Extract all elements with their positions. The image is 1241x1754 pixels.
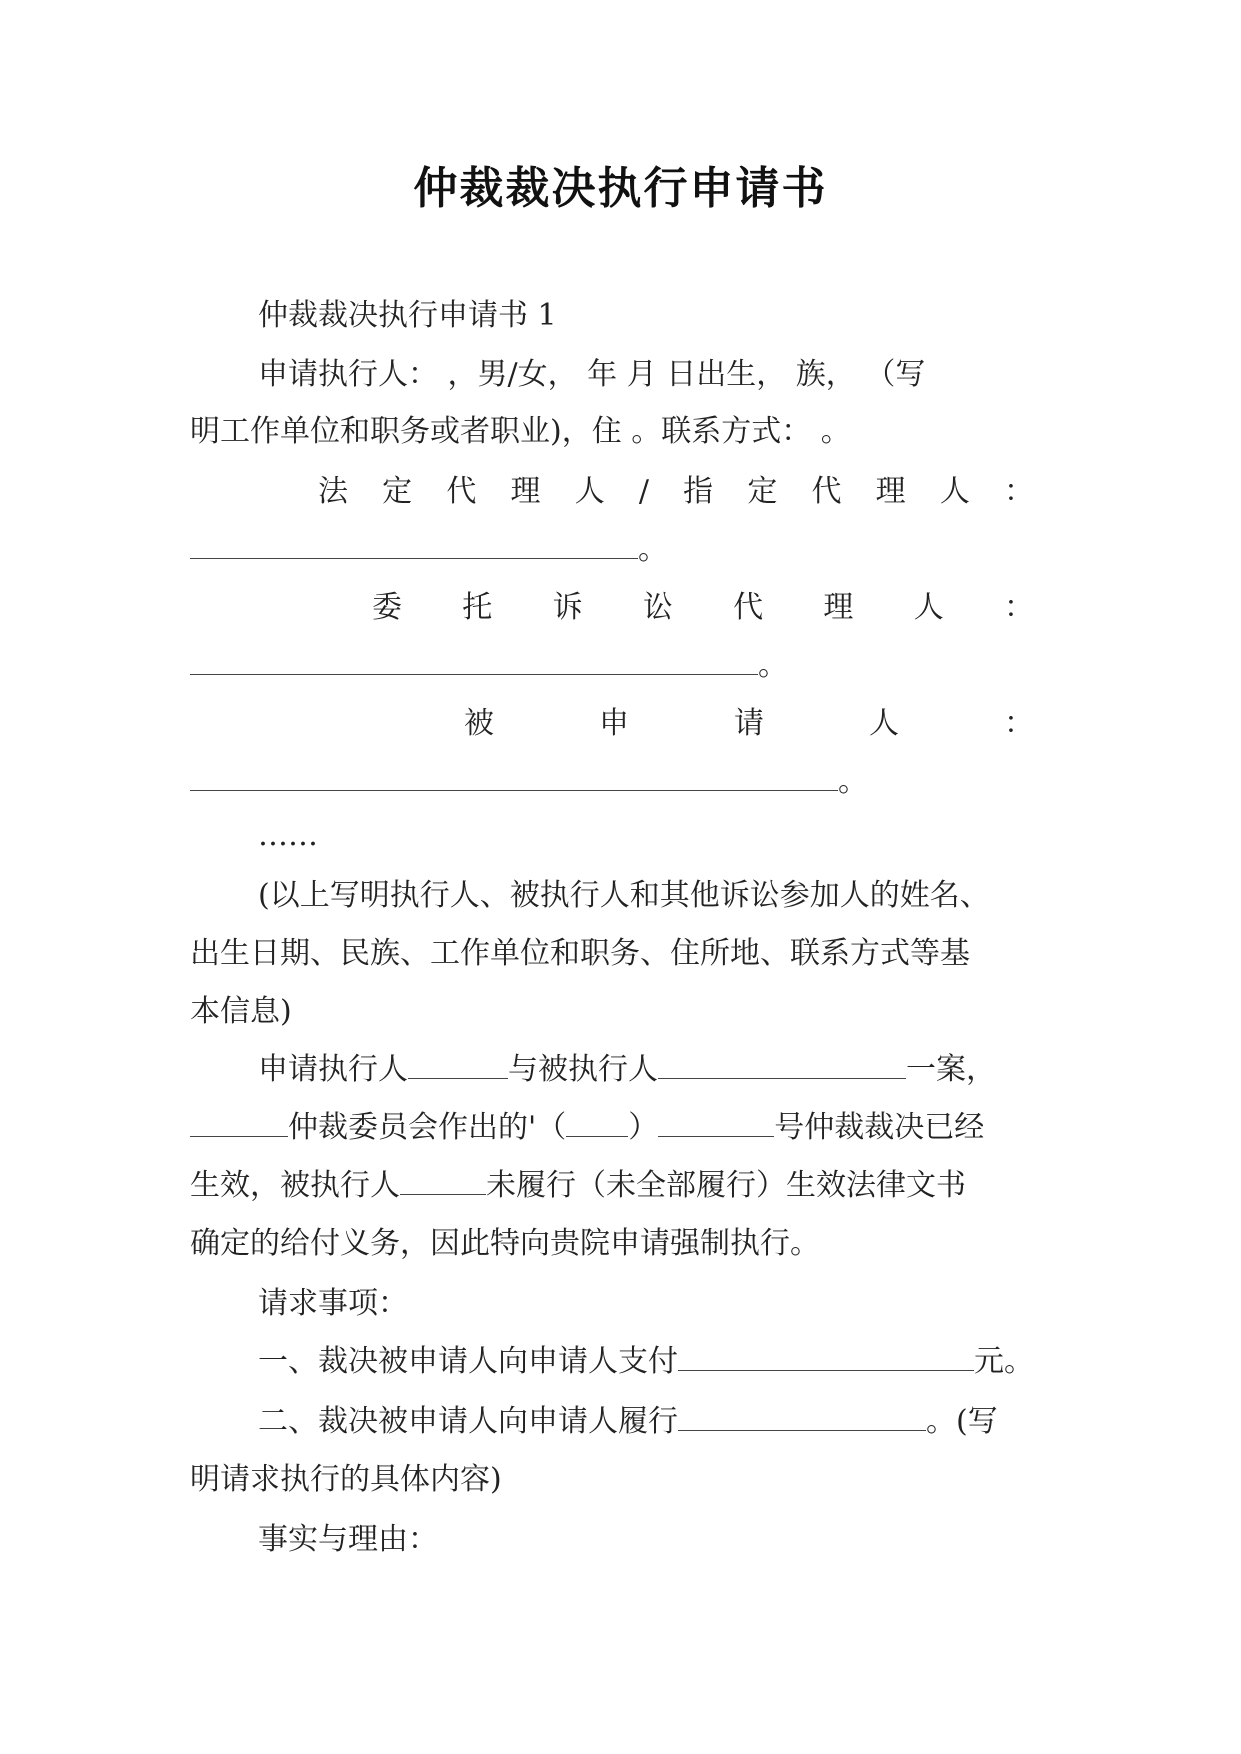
request-text: 二、裁决被申请人向申请人履行 (258, 1404, 678, 1439)
label-char: / (638, 474, 649, 509)
body-line-1 (258, 1050, 996, 1090)
body-text: 生效，被执行人 (190, 1168, 400, 1203)
label-char: 诉 (552, 590, 583, 625)
respondent-blank (190, 762, 868, 802)
label-char: 托 (462, 590, 493, 625)
blank-line (400, 1172, 486, 1195)
body-line-2 (190, 1108, 984, 1148)
label-char: 人 (913, 590, 944, 625)
document-title: 仲裁裁决执行申请书 (413, 163, 828, 214)
body-text: 申请执行人 (258, 1052, 408, 1087)
request-text: 元。 (974, 1344, 1034, 1379)
blank-line (408, 1056, 508, 1079)
label-char: 申 (599, 706, 629, 741)
body-text: 与被执行人 (508, 1052, 658, 1087)
requests-heading: 请求事项： (258, 1286, 408, 1321)
blank-line (658, 1056, 906, 1079)
label-char: ： (1004, 706, 1034, 741)
legal-agent-blank (190, 530, 668, 570)
blank-line (678, 1348, 974, 1371)
label-char: ： (1003, 590, 1034, 625)
label-char: 被 (464, 706, 494, 741)
body-text: 号仲裁裁决已经 (774, 1110, 985, 1145)
label-char: 定 (747, 474, 778, 509)
request-1 (258, 1342, 1034, 1382)
facts-heading: 事实与理由： (258, 1522, 438, 1557)
label-char: 人 (869, 706, 899, 741)
blank-line (566, 1114, 628, 1137)
ellipsis: …… (258, 818, 318, 853)
blank-line (658, 1114, 774, 1137)
respondent-end: 。 (838, 764, 868, 799)
request-text: 一、裁决被申请人向申请人支付 (258, 1344, 678, 1379)
label-char: 代 (733, 590, 764, 625)
note-line-3: 本信息) (190, 994, 292, 1029)
label-char: 指 (683, 474, 714, 509)
request-2 (258, 1402, 998, 1442)
label-char: 代 (811, 474, 842, 509)
respondent-label (464, 704, 1034, 744)
label-char: 理 (510, 474, 541, 509)
document-subtitle: 仲裁裁决执行申请书 1 (258, 298, 557, 333)
blank-line (190, 1114, 288, 1137)
label-char: 定 (382, 474, 413, 509)
note-line-1: (以上写明执行人、被执行人和其他诉讼参加人的姓名、 (258, 878, 990, 913)
blank-line (678, 1408, 926, 1431)
entrusted-agent-label (372, 588, 1034, 628)
request-text: 。(写 (926, 1404, 998, 1439)
label-char: 人 (574, 474, 605, 509)
label-char: 理 (875, 474, 906, 509)
body-text: ） (628, 1110, 659, 1145)
note-line-2: 出生日期、民族、工作单位和职务、住所地、联系方式等基 (190, 936, 970, 971)
body-text: 未履行（未全部履行）生效法律文书 (486, 1168, 966, 1203)
body-line-3 (190, 1166, 966, 1206)
label-char: 代 (446, 474, 477, 509)
entrusted-agent-end: 。 (758, 648, 788, 683)
entrusted-agent-blank (190, 646, 788, 686)
label-char: 讼 (642, 590, 673, 625)
label-char: ： (1004, 474, 1034, 509)
label-char: 理 (823, 590, 854, 625)
legal-agent-label (318, 472, 1034, 512)
applicant-line-1: 申请执行人： ，男/女， 年 月 日出生， 族， （写 (258, 357, 926, 392)
label-char: 委 (372, 590, 402, 625)
label-char: 法 (318, 474, 348, 509)
request-2-cont: 明请求执行的具体内容) (190, 1462, 502, 1497)
label-char: 请 (734, 706, 764, 741)
body-text: 仲裁委员会作出的'（ (288, 1110, 567, 1145)
body-line-4: 确定的给付义务，因此特向贵院申请强制执行。 (190, 1226, 820, 1261)
label-char: 人 (939, 474, 970, 509)
legal-agent-end: 。 (638, 532, 668, 567)
applicant-line-2: 明工作单位和职务或者职业)，住 。联系方式： 。 (190, 414, 851, 449)
body-text: 一案， (906, 1052, 996, 1087)
